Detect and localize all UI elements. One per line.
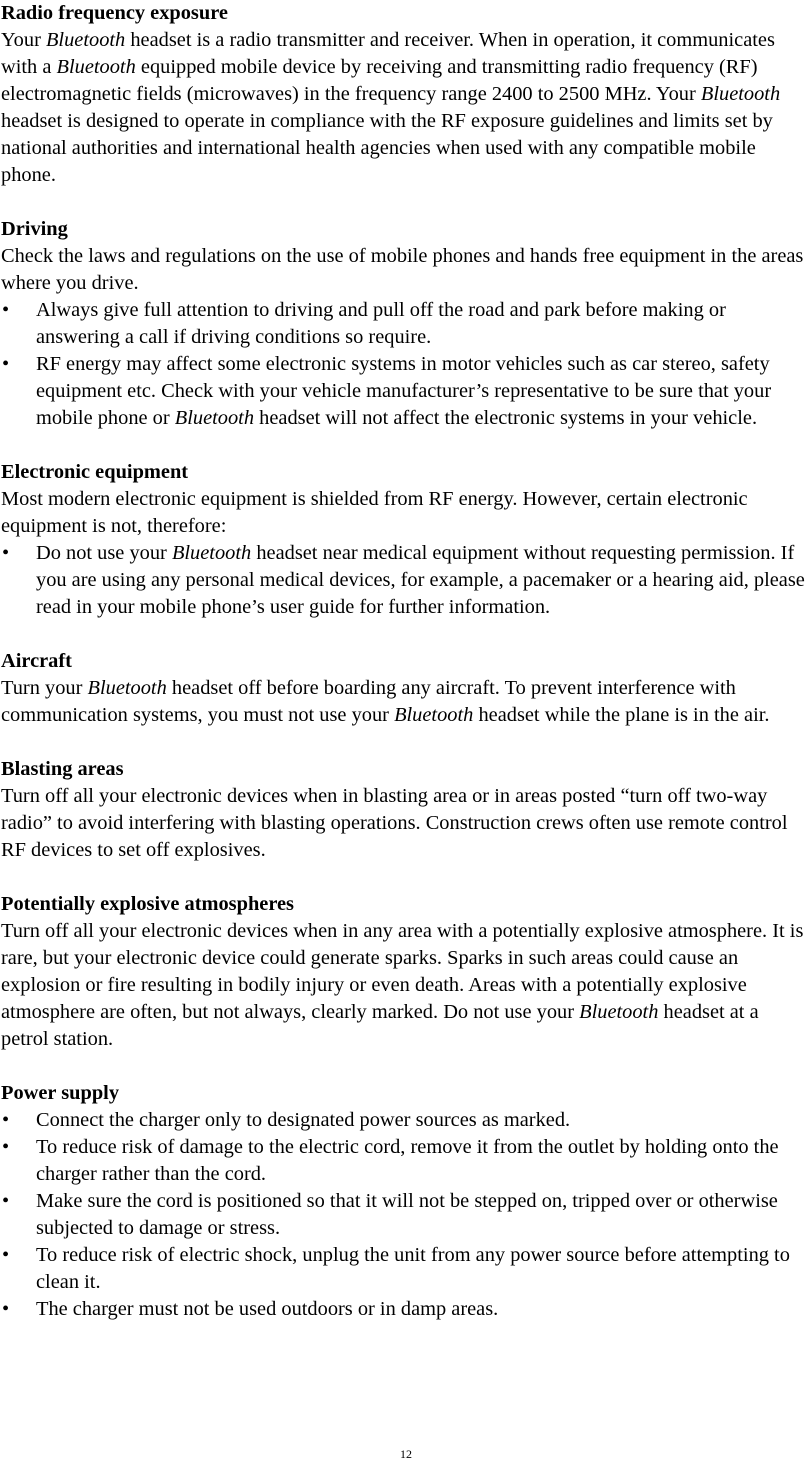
- section-heading: Electronic equipment: [1, 461, 189, 483]
- text-run: Turn off all your electronic devices when in blasting area or in areas posted “turn off two-way radio” to avoid interfering with blasting operations. Construction crews often use remote control RF devices to set off explosives.: [1, 785, 788, 861]
- text-run: headset near medical equipment without requesting permission. If you are using any personal medical devices, for example, a pacemaker or a hearing aid, please read in your mobile phone’s user guide for further information.: [36, 542, 805, 618]
- text-run: Always give full attention to driving and pull off the road and park before making or answering a call if driving conditions so require.: [36, 299, 726, 348]
- section-radio-frequency-exposure: [1, 0, 811, 189]
- text-run: headset while the plane is in the air.: [473, 704, 770, 726]
- text-run: Turn your: [1, 677, 88, 699]
- bullet-item: [1, 1188, 811, 1242]
- brand-term: Bluetooth: [45, 29, 126, 51]
- section-aircraft: [1, 648, 811, 729]
- text-run: Your: [1, 29, 46, 51]
- section-heading: Power supply: [1, 1082, 120, 1104]
- text-run: headset at a petrol station.: [1, 1001, 759, 1050]
- bullet-item: [1, 1107, 811, 1134]
- bullet-icon: •: [2, 1298, 10, 1320]
- text-run: headset off before boarding any aircraft. To prevent interference with communication systems, you must not use your: [1, 677, 736, 726]
- bullet-item: [1, 297, 811, 351]
- text-run: equipped mobile device by receiving and transmitting radio frequency (RF) electromagnetic fields (microwaves) in the frequency range 2400 to 2500 MHz. Your: [1, 56, 758, 105]
- bullet-icon: •: [2, 353, 10, 375]
- text-run: headset will not affect the electronic systems in your vehicle.: [254, 407, 758, 429]
- text-run: The charger must not be used outdoors or in damp areas.: [36, 1298, 499, 1320]
- body-paragraph: [1, 486, 811, 540]
- body-paragraph: [1, 27, 811, 189]
- section-electronic-equipment: [1, 459, 811, 621]
- brand-term: Bluetooth: [579, 1001, 659, 1023]
- section-heading: Blasting areas: [1, 758, 124, 780]
- bullet-item: [1, 1242, 811, 1296]
- bullet-item: [1, 540, 811, 621]
- text-run: Check the laws and regulations on the use of mobile phones and hands free equipment in the areas where you drive.: [1, 245, 804, 294]
- bullet-item: [1, 1296, 811, 1323]
- section-heading: Driving: [1, 218, 68, 240]
- bullet-icon: •: [2, 1244, 10, 1266]
- body-paragraph: [1, 783, 811, 864]
- bullet-icon: •: [2, 1136, 10, 1158]
- brand-term: Bluetooth: [700, 83, 781, 105]
- brand-term: Bluetooth: [394, 704, 474, 726]
- section-blasting-areas: [1, 756, 811, 864]
- page-number: 12: [400, 1447, 412, 1461]
- text-run: To reduce risk of damage to the electric cord, remove it from the outlet by holding onto the charger rather than the cord.: [36, 1136, 779, 1185]
- text-run: headset is designed to operate in compliance with the RF exposure guidelines and limits set by national authorities and international health agencies when used with any compatible mobile phone.: [1, 110, 773, 186]
- text-run: Connect the charger only to designated power sources as marked.: [36, 1109, 571, 1131]
- bullet-item: [1, 351, 811, 432]
- brand-term: Bluetooth: [56, 56, 136, 78]
- bullet-list: [1, 297, 811, 432]
- bullet-item: [1, 1134, 811, 1188]
- text-run: Most modern electronic equipment is shielded from RF energy. However, certain electronic equipment is not, therefore:: [1, 488, 748, 537]
- section-power-supply: [1, 1080, 811, 1323]
- section-heading: Aircraft: [1, 650, 72, 672]
- text-run: Turn off all your electronic devices when in any area with a potentially explosive atmosphere. It is rare, but your electronic device could generate sparks. Sparks in such areas could cause an explosion or fire resulting in bodily injury or even death. Areas with a potentially explosive atmosphere are often, but not always, clearly marked. Do not use your: [1, 920, 804, 1023]
- bullet-icon: •: [2, 542, 10, 564]
- text-run: Do not use your: [36, 542, 172, 564]
- bullet-list: [1, 1107, 811, 1323]
- body-paragraph: [1, 243, 811, 297]
- brand-term: Bluetooth: [171, 542, 252, 564]
- section-heading: Potentially explosive atmospheres: [1, 893, 294, 915]
- section-potentially-explosive-atmospheres: [1, 891, 811, 1053]
- section-driving: [1, 216, 811, 432]
- section-heading: Radio frequency exposure: [1, 2, 228, 24]
- bullet-list: [1, 540, 811, 621]
- bullet-icon: •: [2, 1190, 10, 1212]
- bullet-icon: •: [2, 299, 10, 321]
- brand-term: Bluetooth: [174, 407, 255, 429]
- text-run: To reduce risk of electric shock, unplug the unit from any power source before attempting to clean it.: [36, 1244, 790, 1293]
- brand-term: Bluetooth: [87, 677, 167, 699]
- text-run: RF energy may affect some electronic systems in motor vehicles such as car stereo, safety equipment etc. Check with your vehicle manufacturer’s representative to be sure that your mobile phone or: [36, 353, 772, 429]
- document-page: [1, 0, 811, 1350]
- bullet-icon: •: [2, 1109, 10, 1131]
- body-paragraph: [1, 675, 811, 729]
- body-paragraph: [1, 918, 811, 1053]
- text-run: headset is a radio transmitter and receiver. When in operation, it communicates with a: [1, 29, 775, 78]
- text-run: Make sure the cord is positioned so that it will not be stepped on, tripped over or otherwise subjected to damage or stress.: [36, 1190, 778, 1239]
